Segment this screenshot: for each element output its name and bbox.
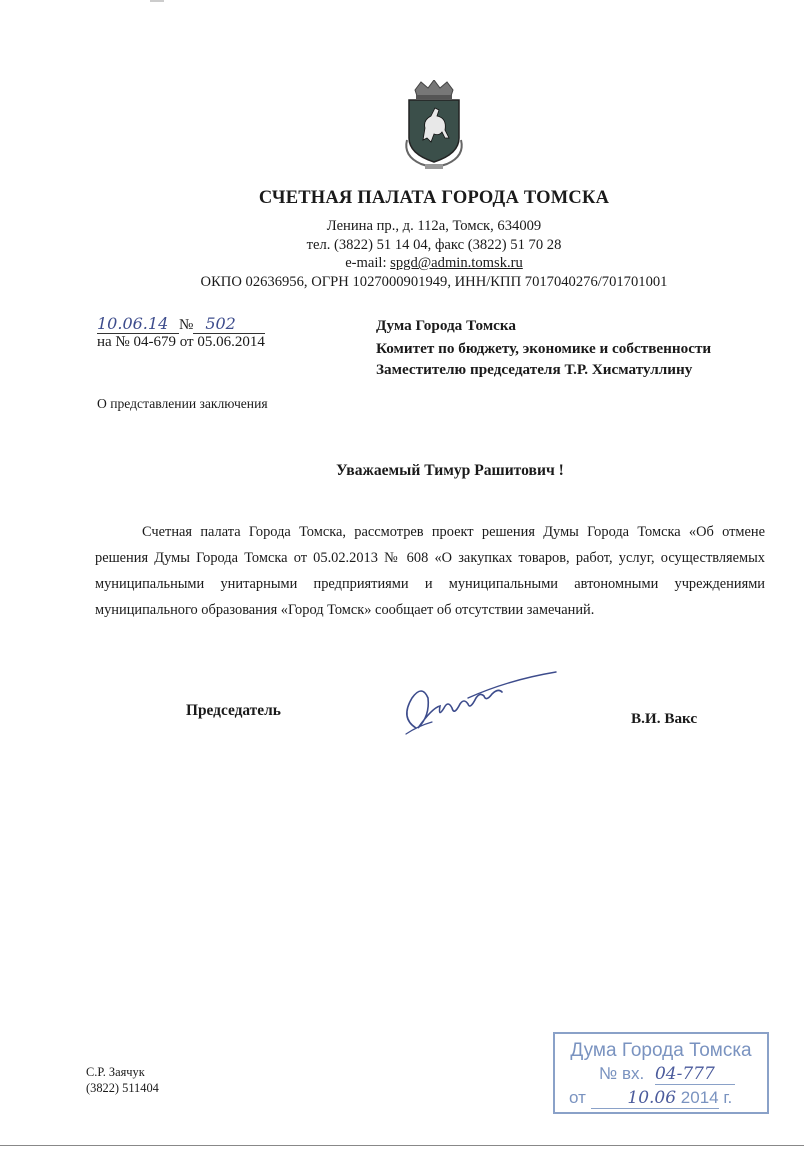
organization-address: Ленина пр., д. 112а, Томск, 634009 <box>326 218 542 234</box>
executor-name: С.Р. Заячук <box>86 1065 145 1079</box>
tomsk-coat-of-arms-icon <box>401 80 467 170</box>
email-label: e-mail: <box>345 255 391 271</box>
stamp-date-year: 2014 <box>680 1088 719 1107</box>
organization-title: СЧЕТНАЯ ПАЛАТА ГОРОДА ТОМСКА <box>258 188 610 208</box>
executor-phone: (3822) 511404 <box>86 1081 159 1095</box>
outgoing-date: 10.06.14 <box>97 314 179 334</box>
letter-body <box>95 519 765 623</box>
addressee-line-1: Дума Города Томска <box>376 317 517 334</box>
email-link[interactable]: spgd@admin.tomsk.ru <box>390 255 523 271</box>
organization-email-line <box>0 254 804 273</box>
addressee-line-3: Заместителю председателя Т.Р. Хисматуллину <box>376 361 693 378</box>
scan-artifact <box>150 0 164 2</box>
stamp-date-line <box>569 1088 732 1109</box>
page-bottom-edge <box>0 1145 804 1146</box>
letter-subject: О представлении заключения <box>97 396 268 411</box>
stamp-date-field <box>591 1088 719 1109</box>
stamp-date-suffix: г. <box>723 1088 733 1107</box>
organization-registry: ОКПО 02636956, ОГРН 1027000901949, ИНН/КПП 7017040276/701701001 <box>200 274 668 290</box>
stamp-number-prefix: № вх. <box>599 1064 645 1083</box>
reply-reference: на № 04-679 от 05.06.2014 <box>97 334 265 350</box>
handwritten-signature-icon <box>398 668 558 740</box>
stamp-title: Дума Города Томска <box>570 1040 752 1061</box>
incoming-registration-stamp <box>553 1032 769 1114</box>
addressee-line-2: Комитет по бюджету, экономике и собственности <box>376 340 712 357</box>
signatory-name: В.И. Вакс <box>631 710 698 727</box>
number-label: № <box>179 317 194 333</box>
stamp-date-prefix: от <box>569 1088 586 1107</box>
outgoing-reference <box>97 314 265 334</box>
outgoing-number: 502 <box>193 314 265 334</box>
stamp-number-line <box>599 1064 735 1085</box>
body-paragraph: Счетная палата Города Томска, рассмотрев проект решения Думы Города Томска «Об отмене решения Думы Города Томска от 05.02.2013 № 608 «О закупках товаров, работ, услуг, осуществляемых муниципальными унитарными предприятиями и муниципальными автономными учреждениями муниципального образования «Город Томск» сообщает об отсутствии замечаний. <box>95 524 765 618</box>
stamp-number: 04-777 <box>655 1064 735 1085</box>
organization-phone: тел. (3822) 51 14 04, факс (3822) 51 70 28 <box>306 237 562 253</box>
salutation: Уважаемый Тимур Рашитович ! <box>336 462 564 479</box>
signatory-role: Председатель <box>186 702 281 719</box>
stamp-date-handwritten: 10.06 <box>627 1088 677 1108</box>
